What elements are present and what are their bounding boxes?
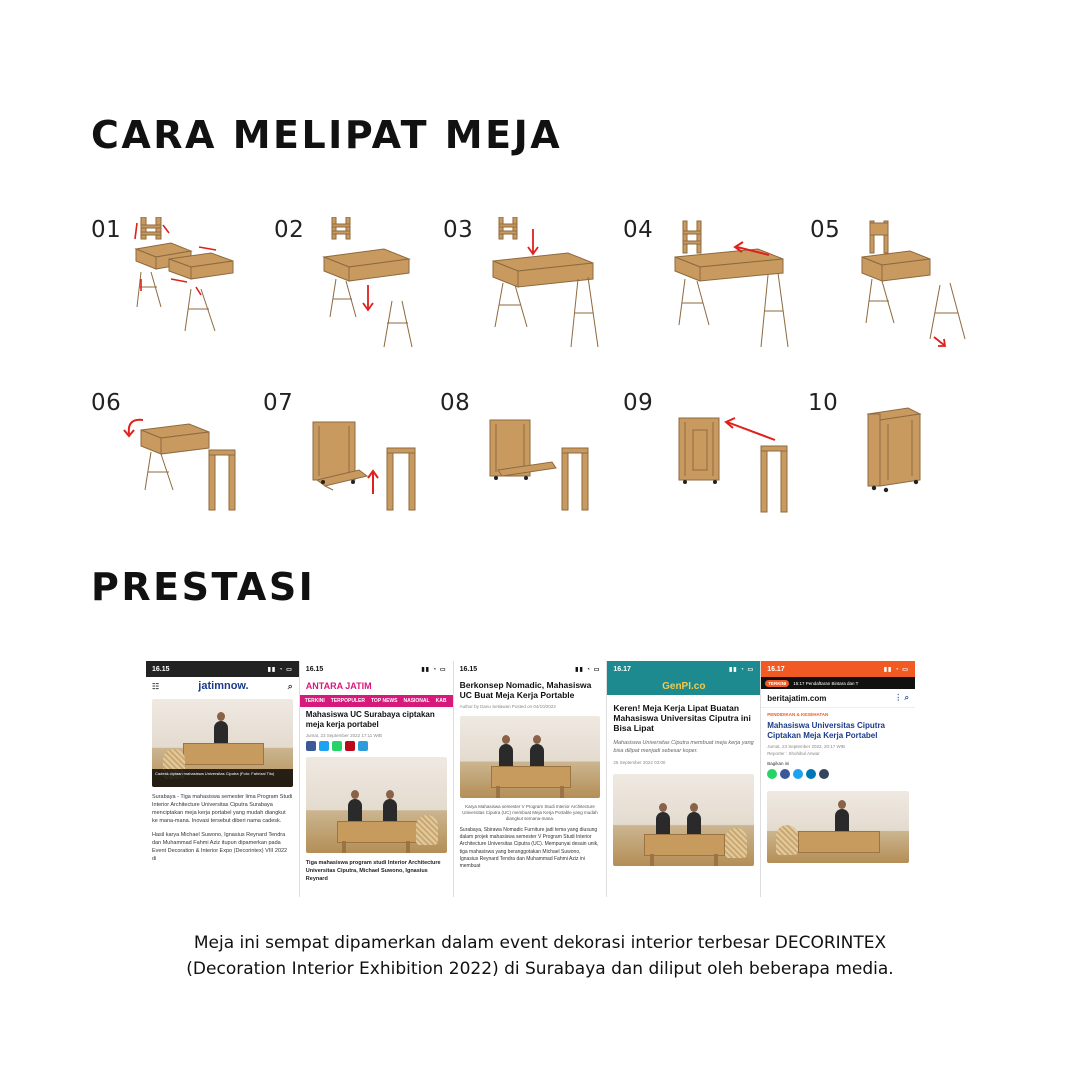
media-coverage-strip [146,661,915,897]
facebook-icon[interactable] [306,741,316,751]
status-time: 16.15 [152,665,170,673]
status-bar [454,661,607,677]
nav-item[interactable]: KAB [435,698,447,704]
status-bar [761,661,915,677]
fold-step-10 [808,390,983,540]
article-reporter: Reporter : Shohibul Anwar [767,751,820,757]
signal-icon: ▮▮ ◔ ▭ [575,666,601,673]
fold-step-04-illustration [623,217,798,367]
article-date: Jumat, 23 September 2022, 20:17 WIB [767,744,845,750]
nav-item[interactable]: TOP NEWS [370,698,398,704]
caption-line-2: (Decoration Interior Exhibition 2022) di Surabaya dan diliput oleh beberapa media. [186,959,894,980]
fold-step-07-illustration [263,390,438,540]
fold-step-04 [623,217,798,367]
fold-step-10-illustration [808,390,983,540]
achievement-caption [0,930,1080,983]
signal-icon: ▮▮ ◔ ▭ [267,666,293,673]
media-screenshot-antara [300,661,454,897]
photo-caption: Cadesk ciptaan mahasiswa Universitas Ciputra (Foto: Fahrizal Tito) [152,769,293,787]
article-date: Jumat, 23 September 2022 17:11 WIB [305,733,383,739]
nav-item[interactable]: TERPOPULER [330,698,365,704]
fold-step-06 [91,390,266,540]
step-number: 06 [91,390,122,416]
twitter-icon[interactable] [319,741,329,751]
news-ticker [761,677,915,689]
step-number: 10 [808,390,839,416]
article-meta: Author by Danu Setiawan Posted on 04/10/2022 [459,704,556,710]
article-photo [767,791,909,863]
media-screenshot-genpi [607,661,761,897]
article-lead: Mahasiswa Universitas Ciputra membuat meja kerja yang bisa dilipat menjadi sebesar koper. [613,739,754,754]
menu-icon: ☷ [152,681,160,691]
fold-step-08-illustration [440,390,615,540]
site-logo: GenPI.co [607,677,760,695]
article-body: Surabaya - Tiga mahasiswa semester lima Program Studi Interior Architecture Universitas Ciputra Surabaya menciptakan meja kerja portabel yang mudah diangkut ke mana-mana. Inovasi tersebut diberi nama cadesk. [152,794,293,824]
fold-step-05-illustration [810,217,985,367]
status-bar [146,661,299,677]
article-title: Mahasiswa UC Surabaya ciptakan meja kerja portabel [305,710,435,729]
media-screenshot-jatimnow [146,661,300,897]
nav-item[interactable]: NASIONAL [403,698,430,704]
article-title: Mahasiswa Universitas Ciputra Ciptakan Meja Kerja Portabel [767,721,886,740]
fold-step-09-illustration [623,390,798,540]
article-photo [613,774,754,866]
status-time: 16.15 [305,665,324,673]
site-nav [300,695,453,707]
share-buttons [300,739,453,753]
article-title: Keren! Meja Kerja Lipat Buatan Mahasiswa Universitas Ciputra ini Bisa Lipat [613,703,751,734]
tumblr-icon[interactable] [819,769,829,779]
step-number: 08 [440,390,471,416]
status-time: 16.17 [613,665,631,673]
fold-step-03 [443,217,618,367]
status-time: 16.17 [767,665,785,673]
step-number: 03 [443,217,474,243]
site-header [146,677,299,695]
search-icon: ⌕ [287,680,293,691]
site-logo: jatimnow. [198,680,249,692]
whatsapp-icon[interactable] [767,769,777,779]
step-number: 01 [91,217,122,243]
share-buttons [761,767,915,781]
twitter-icon[interactable] [793,769,803,779]
fold-step-02-illustration [274,217,449,367]
fold-step-05 [810,217,985,367]
article-category: PENDIDIKAN & KESEHATAN [767,712,829,717]
step-number: 02 [274,217,305,243]
step-number: 07 [263,390,294,416]
fold-step-06-illustration [91,390,266,540]
pinterest-icon[interactable] [345,741,355,751]
facebook-icon[interactable] [780,769,790,779]
whatsapp-icon[interactable] [332,741,342,751]
article-body: Tiga mahasiswa program studi Interior Architecture Universitas Ciputra, Michael Suwono, Ignasius Reynard [305,860,441,883]
fold-step-07 [263,390,438,540]
nav-item[interactable]: TERKINI [304,698,325,704]
section-title-fold: CARA MELIPAT MEJA [91,113,563,157]
ticker-badge: TERKINI [765,680,789,687]
article-date: 25 September 2022 03:00 [613,759,666,765]
linkedin-icon[interactable] [806,769,816,779]
article-title: Berkonsep Nomadic, Mahasiswa UC Buat Meja Kerja Portable [459,680,592,701]
search-icon: ⋮ ⌕ [894,693,909,702]
caption-line-1: Meja ini sempat dipamerkan dalam event dekorasi interior terbesar DECORINTEX [193,933,887,953]
share-label: Bagikan ini [767,761,790,767]
step-number: 09 [623,390,654,416]
article-photo [460,716,601,798]
media-screenshot-article-3 [454,661,608,897]
fold-step-01-illustration [91,217,266,367]
article-body: Surabaya, Sbirawa Nomadic Furniture jadi tema yang diusung dalam projek mahasiswa semester V Program Studi Interior Architecture Universitas Ciputra (UC). Mempunyai desain unik, tiga mahasiswa yang beranggotakan Michael Suwono, Ignasius Reynard Tendra dan Muhammad Fahmi Aziz ini membuat [459,826,599,870]
fold-step-09 [623,390,798,540]
photo-caption: Karya Mahasiswa semester V Program Studi Interior Architecture Universitas Ciputra (UC) membuat Meja Kerja Portable yang mudah diangkut semana-mana. [462,804,598,822]
step-number: 05 [810,217,841,243]
site-logo: ANTARA JATIM [305,681,372,691]
article-photo [306,757,447,853]
signal-icon: ▮▮ ◔ ▭ [883,666,909,673]
signal-icon: ▮▮ ◔ ▭ [728,666,755,673]
site-logo: beritajatim.com [767,693,827,703]
signal-icon: ▮▮ ◔ ▭ [421,666,447,673]
fold-step-03-illustration [443,217,618,367]
article-photo [152,699,293,787]
status-bar [300,661,453,677]
status-time: 16.15 [459,665,478,673]
section-title-achievement: PRESTASI [91,565,316,609]
status-bar [607,661,760,677]
fold-step-01 [91,217,266,367]
fold-step-08 [440,390,615,540]
email-icon[interactable] [358,741,368,751]
article-body-2: Hasil karya Michael Suwono, Ignasius Reynard Tendra dan Muhammad Fahmi Aziz itupun dipamerkan pada Event Decoration & Interior Expo (Decorintex) VIII 2022 di [152,831,288,862]
step-number: 04 [623,217,654,243]
fold-step-02 [274,217,449,367]
media-screenshot-beritajatim [761,661,915,897]
ticker-text: 15:17 Pendaftaran Bintara dan T [793,680,859,686]
site-header [761,689,915,708]
